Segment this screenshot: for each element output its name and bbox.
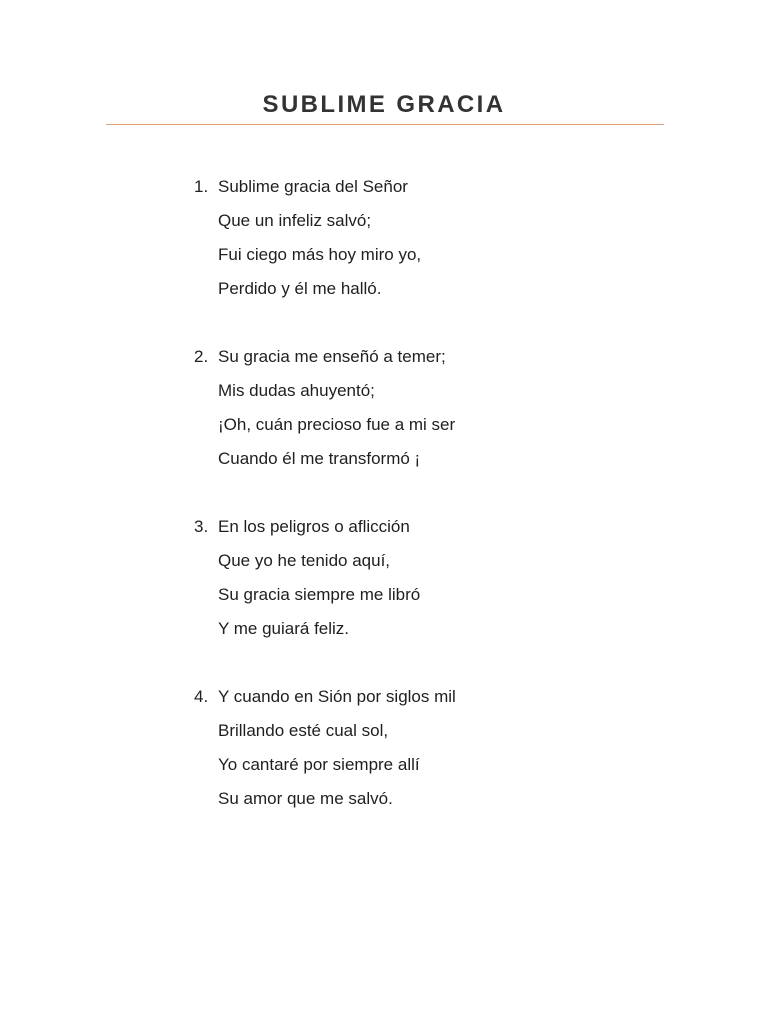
stanza-lines [218,680,614,816]
stanza-lines [218,510,614,646]
stanza-1 [194,170,614,306]
verse-line: Su amor que me salvó. [218,789,393,808]
stanza-number: 4. [194,687,209,706]
verse-line: Que un infeliz salvó; [218,211,372,230]
page-title: SUBLIME GRACIA [262,91,506,118]
stanza-lines [218,340,614,476]
title-divider [106,124,664,125]
verse-line: Brillando esté cual sol, [218,721,389,740]
stanza-number: 3. [194,517,209,536]
verse-line: Y cuando en Sión por siglos mil [218,687,456,706]
verse-line: Que yo he tenido aquí, [218,551,391,570]
verse-line: Cuando él me transformó ¡ [218,449,421,468]
verse-line: Y me guiará feliz. [218,619,350,638]
verse-line: Mis dudas ahuyentó; [218,381,375,400]
stanza-list [194,170,614,850]
verse-line: ¡Oh, cuán precioso fue a mi ser [218,415,456,434]
verse-line: Su gracia me enseñó a temer; [218,347,446,366]
verse-line: En los peligros o aflicción [218,517,410,536]
verse-line: Perdido y él me halló. [218,279,382,298]
verse-line: Sublime gracia del Señor [218,177,408,196]
stanza-3 [194,510,614,646]
verse-line: Su gracia siempre me libró [218,585,421,604]
stanza-number: 2. [194,347,209,366]
stanza-number: 1. [194,177,209,196]
verse-line: Fui ciego más hoy miro yo, [218,245,422,264]
stanza-2 [194,340,614,476]
stanza-4 [194,680,614,816]
stanza-lines [218,170,614,306]
verse-line: Yo cantaré por siempre allí [218,755,420,774]
